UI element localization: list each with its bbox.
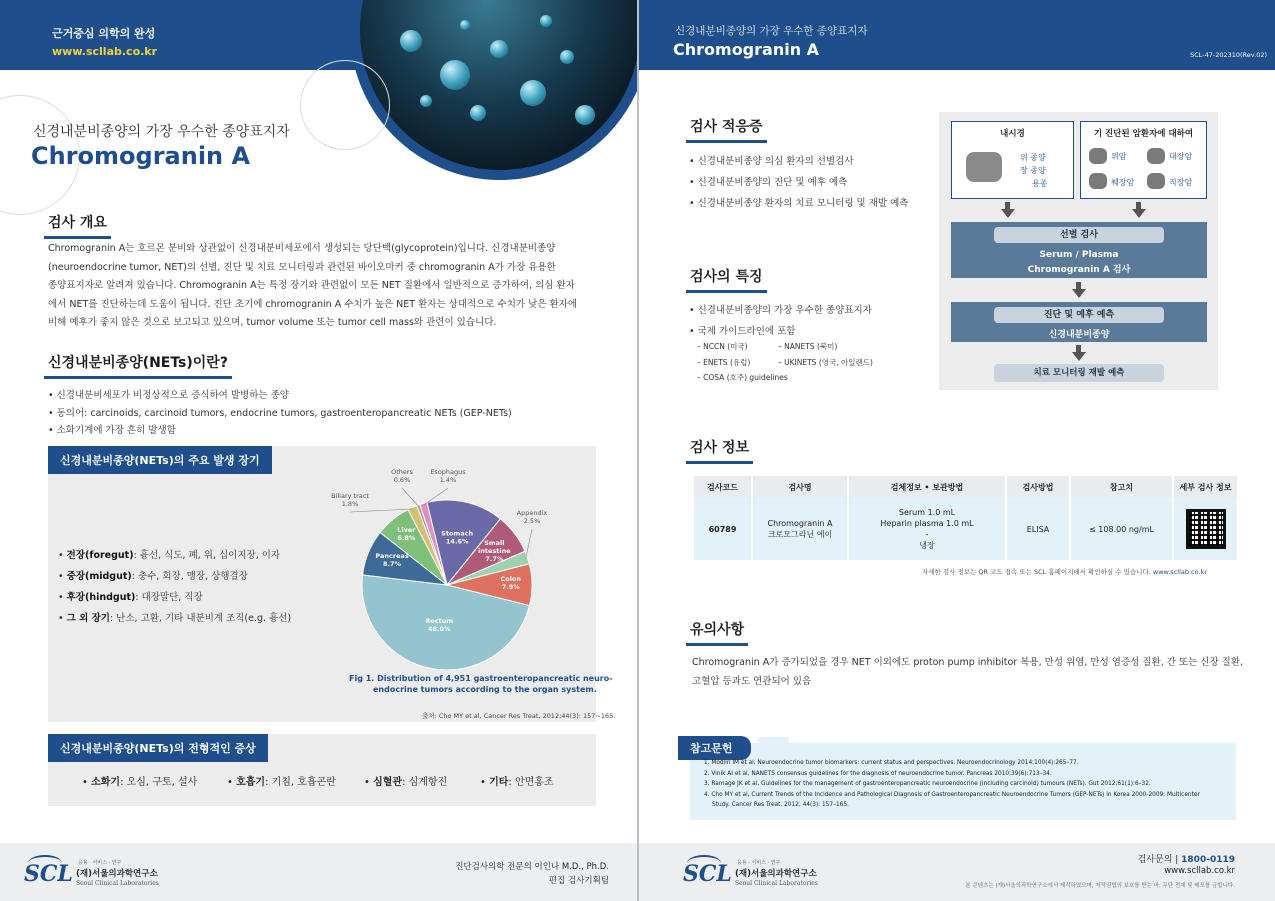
test-info-table xyxy=(694,476,1237,560)
list-item: • 그 외 장기: 난소, 고환, 기타 내분비계 조직(e.g. 흉선) xyxy=(58,608,358,629)
nets-bullets xyxy=(48,387,608,440)
pie-label: Esophagus xyxy=(430,468,466,476)
list-item: • 전장(foregut): 흉선, 식도, 폐, 위, 십이지장, 이자 xyxy=(58,545,358,566)
overview-line: (neuroendocrine tumor, NET)의 선별, 진단 및 치료 모니터링과 관련된 바이오마커 중 chromogranin A가 가장 유용한 xyxy=(48,261,556,273)
pie-label: 6.8% xyxy=(397,533,416,542)
test-info-heading: 검사 정보 xyxy=(686,437,753,464)
list-item: • 신경내분비종양 환자의 치료 모니터링 및 재발 예측 xyxy=(689,193,949,214)
document-code: SCL-47-202310(Rev.02) xyxy=(1190,51,1267,59)
indications-heading: 검사 적응증 xyxy=(686,116,767,143)
header-title: Chromogranin A xyxy=(673,40,820,59)
pie-label: Stomach xyxy=(441,529,474,538)
pie-label: 1.8% xyxy=(341,500,359,508)
precautions-heading: 유의사항 xyxy=(686,619,748,646)
reference-item: 2. Vinik AI et al, NANETS consensus guidelines for the diagnosis of neuroendocrine tumor. Pancreas 2010;39(6):713–34. xyxy=(704,770,1052,777)
overview-line: 비해 예후가 좋지 않은 것으로 보고되고 있으며, tumor volume 또는 tumor cell mass와 관련이 있습니다. xyxy=(48,317,497,328)
pie-leader-line xyxy=(526,529,532,558)
pie-label: 1.4% xyxy=(439,476,457,484)
arrow-down-icon xyxy=(1072,289,1086,298)
overview-heading: 검사 개요 xyxy=(44,212,111,239)
reference-item: Study. Cancer Res Treat. 2012; 44(3): 157–165. xyxy=(712,802,849,808)
pie-label: 0.6% xyxy=(393,476,411,484)
pie-label: Others xyxy=(391,468,413,476)
symptom-item: • 호흡기: 기침, 호흡곤란 xyxy=(227,777,336,788)
scl-logo: SCL xyxy=(24,861,73,887)
table-header-row xyxy=(694,476,1237,498)
table-note: 자세한 검사 정보는 QR 코드 접속 또는 SCL 홈페이지에서 확인하실 수 있습니다. www.scllab.co.kr xyxy=(922,568,1207,576)
diagnosis-bar xyxy=(951,302,1207,342)
features-bullets xyxy=(689,300,949,342)
figure-source: 출처: Cho MY et al, Cancer Res Treat, 2012;44(3): 157~165. xyxy=(422,712,616,720)
molecule-hero-image xyxy=(350,0,637,180)
list-item: • 신경내분비세포가 비정상적으로 증식하여 발병하는 종양 xyxy=(48,387,608,405)
test-line-2: Chromogranin A 검사 xyxy=(1027,265,1131,275)
copyright-notice: 본 콘텐츠는 (재)서울의과학연구소에서 제작하였으며, 저작권법의 보호를 받는 바, 무단 전재 및 배포를 금합니다. xyxy=(965,883,1235,889)
list-item: • 후장(hindgut): 대장말단, 직장 xyxy=(58,587,358,608)
box-item: 장 종양 xyxy=(1020,166,1046,175)
organ-distribution-pie-chart xyxy=(330,460,590,675)
screening-pill: 선별 검사 xyxy=(994,227,1164,243)
pie-label: 2.5% xyxy=(523,517,541,525)
table-note-url[interactable]: www.scllab.co.kr xyxy=(1152,568,1207,576)
overview-line: 종양표지자로 알려져 있습니다. Chromogranin A는 특정 장기와 관련없이 모든 NET 질환에서 일반적으로 증가하여, 의심 환자 xyxy=(48,280,575,291)
pie-label: 7.9% xyxy=(501,582,520,591)
pie-label: Liver xyxy=(397,525,416,534)
arrow-down-icon xyxy=(1076,282,1081,289)
qr-code-icon[interactable] xyxy=(1186,509,1226,549)
pie-label: 48.0% xyxy=(428,624,451,633)
author-line: 진단검사의학 전문의 이인나 M.D., Ph.D. xyxy=(455,862,609,872)
institute-name: (재)서울의과학연구소 xyxy=(735,869,817,879)
net-label: 신경내분비종양 xyxy=(1048,330,1110,340)
reference-item: 1. Modlin IM et al, Neuroendocrine tumor biomarkers: current status and perspectives. Neuroendocrinology 2014;100(4):265–77. xyxy=(704,760,1079,766)
specimen-cell: Serum 1.0 mL Heparin plasma 1.0 mL - 냉장 xyxy=(848,498,1006,560)
box-item: 대장암 xyxy=(1169,152,1193,161)
pie-label: Pancreas xyxy=(375,552,409,561)
endoscope-icon xyxy=(966,152,1002,182)
organs-tab: 신경내분비종양(NETs)의 주요 발생 장기 xyxy=(48,446,272,474)
overview-paragraph xyxy=(48,240,608,333)
logo-small-text: 응용 · 서비스 · 연구 xyxy=(737,860,781,866)
pie-label: Rectum xyxy=(425,616,454,625)
diagnosis-pill: 진단 및 예후 예측 xyxy=(994,307,1164,323)
diagnosed-cancer-title: 기 진단된 암환자에 대하여 xyxy=(1093,129,1194,139)
references-list xyxy=(704,758,1234,811)
list-item: – NCCN (미국) xyxy=(697,342,748,351)
symptom-item: • 소화기: 오심, 구토, 설사 xyxy=(82,777,198,788)
list-item: • 소화기계에 가장 흔히 발생함 xyxy=(48,422,608,440)
box-item: 용종 xyxy=(1032,179,1048,188)
right-footer xyxy=(639,843,1275,901)
editor-line: 편집 검사기획팀 xyxy=(548,876,609,886)
pie-label: 7.7% xyxy=(485,554,504,563)
list-item: – NANETS (북미) xyxy=(778,342,838,351)
symptom-item: • 기타: 안면홍조 xyxy=(480,777,554,788)
column-header: 검사방법 xyxy=(1006,476,1070,498)
box-item: 직장암 xyxy=(1169,178,1193,187)
organs-list xyxy=(58,545,358,629)
column-header: 검체정보 • 보관방법 xyxy=(848,476,1006,498)
header-tagline: 근거중심 의학의 완성 xyxy=(52,27,156,40)
precautions-text: Chromogranin A가 증가되었을 경우 NET 이외에도 proton pump inhibitor 복용, 만성 위염, 만성 염증성 질환, 간 또는 신장 질환, 고혈압 등과도 연관되어 있음 xyxy=(692,657,1244,687)
list-item: • 신경내분비종양의 진단 및 예후 예측 xyxy=(689,172,949,193)
arrow-down-icon xyxy=(1072,352,1086,361)
method-cell: ELISA xyxy=(1006,498,1070,560)
institute-name: (재)서울의과학연구소 xyxy=(76,869,158,879)
diagnosed-cancer-box xyxy=(1080,121,1207,199)
institute-english-name: Seoul Clinical Laboratories xyxy=(76,880,159,887)
list-item: • 신경내분비종양 의심 환자의 선별검사 xyxy=(689,151,949,172)
pie-label: intestine xyxy=(478,546,511,555)
overview-line: Chromogranin A는 호르몬 분비와 상관없이 신경내분비세포에서 생성되는 당단백(glycoprotein)입니다. 신경내분비종양 xyxy=(48,243,556,254)
pie-label: Small xyxy=(484,538,505,547)
box-item: 위암 xyxy=(1111,152,1127,161)
arrow-down-icon xyxy=(1076,345,1081,352)
endoscopy-box xyxy=(951,121,1074,199)
indications-bullets xyxy=(689,151,949,214)
arrow-down-icon xyxy=(1005,202,1010,209)
list-item: • 동의어: carcinoids, carcinoid tumors, endocrine tumors, gastroenteropancreatic NETs (GEP-NETs) xyxy=(48,405,608,423)
list-item: • 중장(midgut): 충수, 회장, 맹장, 상행결장 xyxy=(58,566,358,587)
arrow-down-icon xyxy=(1001,209,1015,218)
screening-test-bar xyxy=(951,222,1207,278)
column-header: 참고치 xyxy=(1070,476,1173,498)
contact-number[interactable]: 1800-0119 xyxy=(1181,855,1235,865)
column-header: 검사명 xyxy=(752,476,848,498)
stomach-icon xyxy=(1089,148,1107,164)
references-tab: 참고문헌 xyxy=(678,736,751,760)
list-item: • 신경내분비종양의 가장 우수한 종양표지자 xyxy=(689,300,949,321)
list-item: – COSA (호주) guidelines xyxy=(697,373,788,382)
monitoring-pill: 치료 모니터링 재발 예측 xyxy=(994,364,1164,382)
rectum-icon xyxy=(1147,173,1165,189)
pancreas-icon xyxy=(1089,173,1107,189)
box-item: 췌장암 xyxy=(1111,178,1135,187)
test-line-1: Serum / Plasma xyxy=(1039,250,1119,260)
features-heading: 검사의 특징 xyxy=(686,266,767,293)
contact-line: 검사문의 | 1800-0119 xyxy=(1137,855,1235,865)
pie-label: Colon xyxy=(500,574,522,583)
colon-icon xyxy=(1147,148,1165,164)
qr-cell[interactable] xyxy=(1173,498,1237,560)
figure-caption: Fig 1. Distribution of 4,951 gastroenteropancreatic neuro- endocrine tumors according to the organ system. xyxy=(349,674,613,694)
document-subtitle: 신경내분비종양의 가장 우수한 종양표지자 xyxy=(33,124,290,140)
pie-label: Biliary tract xyxy=(331,492,369,500)
logo-small-text: 응용 · 서비스 · 연구 xyxy=(78,860,122,866)
footer-url[interactable]: www.scllab.co.kr xyxy=(1164,866,1235,876)
pie-label: 14.6% xyxy=(445,537,469,546)
guideline-list-col2 xyxy=(778,339,928,370)
left-page xyxy=(0,0,637,901)
list-item: – UKINETS (영국, 아일랜드) xyxy=(778,357,873,367)
reference-item: 3. Ramage JK et al, Guidelines for the management of gastroenteropancreatic neuroendocrine (including carcinoid) tumours (NETs). Gut 2012;61(1):6–32. xyxy=(704,781,1151,787)
overview-line: 에서 NET를 진단하는데 도움이 됩니다. 진단 초기에 chromogranin A 수치가 높은 NET 환자는 상대적으로 수치가 낮은 환자에 xyxy=(48,298,577,310)
arrow-down-icon xyxy=(1132,209,1146,218)
pie-label: Appendix xyxy=(516,509,548,517)
column-header: 검사코드 xyxy=(694,476,752,498)
document-title: Chromogranin A xyxy=(31,142,251,170)
table-row xyxy=(694,498,1237,560)
header-url[interactable]: www.scllab.co.kr xyxy=(52,45,158,58)
column-header: 세부 검사 정보 xyxy=(1173,476,1237,498)
arrow-down-icon xyxy=(1136,202,1141,209)
reference-item: 4. Cho MY et al, Current Trends of the Incidence and Pathological Diagnosis of Gastroenteropancreatic Neuroendocrine Tumors (GEP-NETs) in Korea 2000-2009: Multicenter xyxy=(704,791,1200,798)
left-footer xyxy=(0,843,637,901)
test-name-cell: Chromogranin A 크로모그라닌 에이 xyxy=(752,498,848,560)
test-code-cell: 60789 xyxy=(694,498,752,560)
decorative-ring xyxy=(300,60,390,150)
endoscopy-title: 내시경 xyxy=(1000,129,1025,139)
reference-cell: ≤ 108.00 ng/mL xyxy=(1070,498,1173,560)
list-item: • 국제 가이드라인에 포함 xyxy=(689,321,949,342)
pie-label: 8.7% xyxy=(383,560,402,569)
symptom-item: • 심혈관: 심계항진 xyxy=(364,777,448,788)
institute-english-name: Seoul Clinical Laboratories xyxy=(735,880,818,887)
nets-heading: 신경내분비종양(NETs)이란? xyxy=(44,352,232,379)
pie-leader-line xyxy=(402,488,419,507)
symptoms-tab: 신경내분비종양(NETs)의 전형적인 증상 xyxy=(48,734,268,762)
right-page xyxy=(639,0,1275,901)
book-icon xyxy=(757,737,789,753)
header-subtitle: 신경내분비종양의 가장 우수한 종양표지자 xyxy=(675,25,868,37)
scl-logo: SCL xyxy=(683,861,732,887)
list-item: – ENETS (유럽) xyxy=(697,357,751,367)
box-item: 위 종양 xyxy=(1020,153,1046,162)
